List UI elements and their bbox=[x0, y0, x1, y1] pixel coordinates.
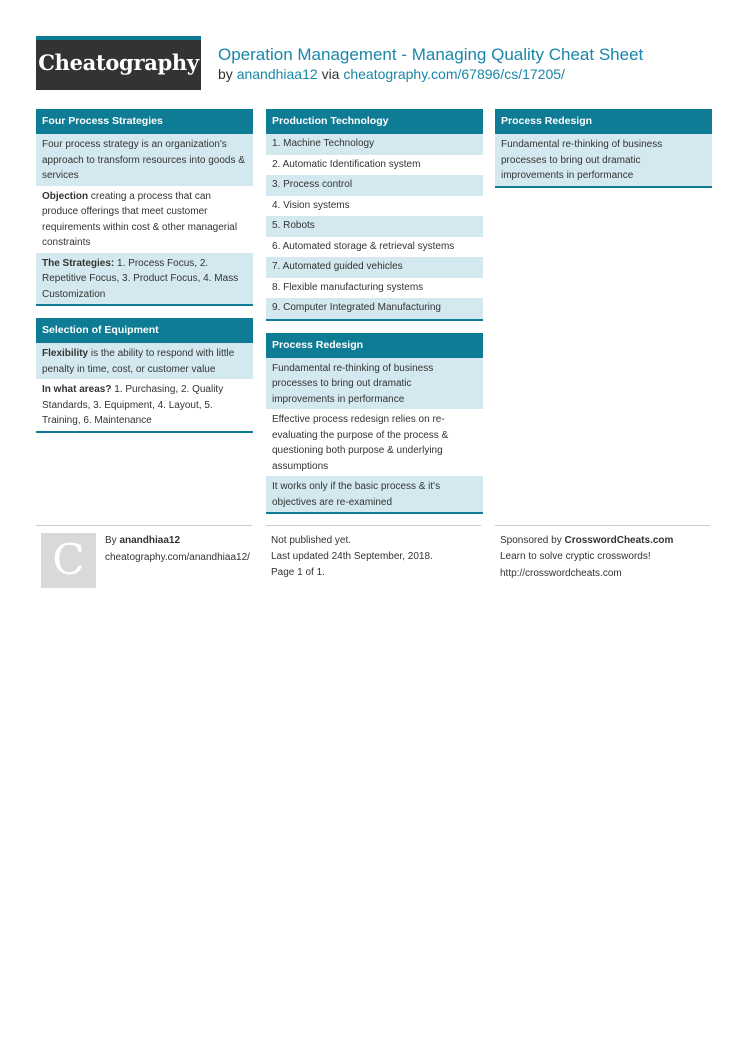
page-count: Page 1 of 1. bbox=[271, 567, 325, 578]
redesign-row: Effective process redesign relies on re-evaluating the purpose of the process & questioning both purpose & underlying assumptions bbox=[272, 414, 449, 472]
list-item: 7. Automated guided vehicles bbox=[266, 257, 483, 278]
list-item: 6. Automated storage & retrieval systems bbox=[272, 240, 455, 252]
footer-divider bbox=[266, 525, 481, 526]
production-technology-box bbox=[266, 109, 483, 321]
via-label: via bbox=[321, 66, 340, 82]
sponsor-link[interactable]: http://crosswordcheats.com bbox=[500, 568, 622, 579]
cheatography-logo[interactable] bbox=[36, 36, 201, 90]
flexibility-row bbox=[36, 343, 253, 379]
by-label: by bbox=[218, 66, 233, 82]
column-left bbox=[36, 109, 253, 445]
list-item: 4. Vision systems bbox=[272, 199, 350, 211]
page-title: Operation Management - Managing Quality Cheat Sheet bbox=[218, 45, 644, 64]
selection-of-equipment-box bbox=[36, 318, 253, 433]
section-title: Process Redesign bbox=[495, 109, 712, 134]
areas-label: In what areas? bbox=[42, 384, 112, 395]
strategies-label: The Strategies: bbox=[42, 257, 115, 269]
sponsor-name: CrosswordCheats.com bbox=[564, 535, 674, 546]
footer-author-name: anandhiaa12 bbox=[119, 535, 181, 546]
logo-text: Cheatography bbox=[38, 50, 199, 75]
list-item: 8. Flexible manufacturing systems bbox=[272, 281, 424, 293]
list-item: 9. Computer Integrated Manufacturing bbox=[266, 298, 483, 319]
intro-row: Four process strategy is an organization's approach to transform resources into goods & services bbox=[36, 134, 253, 186]
sheet-url-link[interactable]: cheatography.com/67896/cs/17205/ bbox=[343, 66, 565, 82]
column-right bbox=[495, 109, 712, 200]
last-updated: Last updated 24th September, 2018. bbox=[271, 551, 433, 562]
objection-row bbox=[36, 186, 253, 253]
objection-label: Objection bbox=[42, 190, 89, 202]
redesign-row: It works only if the basic process & it's objectives are re-examined bbox=[266, 476, 483, 512]
section-title: Four Process Strategies bbox=[36, 109, 253, 134]
redesign-row: Fundamental re-thinking of business processes to bring out dramatic improvements in performance bbox=[266, 358, 483, 410]
strategies-text: 1. Process Focus, 2. Repetitive Focus, 3. Product Focus, 4. Mass Customization bbox=[42, 257, 239, 300]
section-title: Production Technology bbox=[266, 109, 483, 134]
sponsored-by-label: Sponsored by bbox=[500, 535, 562, 546]
publish-status: Not published yet. bbox=[271, 535, 352, 546]
footer-by-label: By bbox=[105, 535, 117, 546]
list-item: 3. Process control bbox=[266, 175, 483, 196]
process-redesign-box bbox=[266, 333, 483, 515]
section-title: Process Redesign bbox=[266, 333, 483, 358]
list-item: 5. Robots bbox=[266, 216, 483, 237]
four-process-strategies-box bbox=[36, 109, 253, 306]
footer-author-link[interactable]: cheatography.com/anandhiaa12/ bbox=[105, 552, 250, 563]
section-title: Selection of Equipment bbox=[36, 318, 253, 343]
footer-divider bbox=[36, 525, 252, 526]
areas-row bbox=[36, 379, 253, 431]
avatar bbox=[41, 533, 96, 588]
sponsor-line bbox=[500, 533, 673, 550]
logo-accent-bar bbox=[36, 36, 201, 40]
avatar-letter: C bbox=[52, 535, 85, 584]
flexibility-text: is the ability to respond with little penalty in time, cost, or customer value bbox=[42, 348, 235, 375]
redesign-row: Fundamental re-thinking of business processes to bring out dramatic improvements in performance bbox=[495, 134, 712, 186]
byline bbox=[218, 66, 565, 82]
column-middle bbox=[266, 109, 483, 526]
footer-divider bbox=[495, 525, 710, 526]
sponsor-tagline: Learn to solve cryptic crosswords! bbox=[500, 551, 651, 562]
footer-author bbox=[105, 533, 180, 550]
list-item: 1. Machine Technology bbox=[266, 134, 483, 155]
strategies-row bbox=[36, 253, 253, 305]
process-redesign-box-right bbox=[495, 109, 712, 188]
list-item: 2. Automatic Identification system bbox=[272, 158, 421, 170]
flexibility-label: Flexibility bbox=[42, 348, 89, 359]
areas-text: 1. Purchasing, 2. Quality Standards, 3. Equipment, 4. Layout, 5. Training, 6. Maintenance bbox=[42, 384, 224, 426]
author-link[interactable]: anandhiaa12 bbox=[236, 66, 318, 82]
objection-text: creating a process that can produce offerings that meet customer requirements within cost & other managerial constraints bbox=[42, 190, 238, 248]
